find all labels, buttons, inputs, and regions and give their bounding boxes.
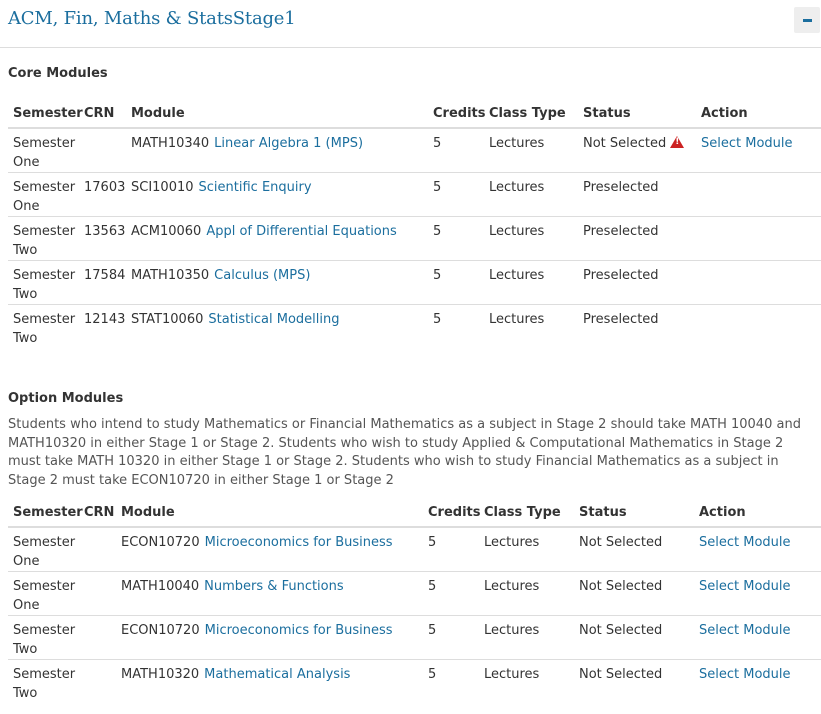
select-module-link[interactable]: Select Module <box>701 136 793 151</box>
crn-cell: 17584 <box>79 261 126 305</box>
module-code: MATH10040 <box>121 579 200 594</box>
core-table-header <box>8 99 821 128</box>
status-cell: Not Selected <box>579 667 663 682</box>
module-link[interactable]: Microeconomics for Business <box>204 623 393 638</box>
semester-cell: Semester One <box>8 572 79 616</box>
module-cell <box>126 128 428 173</box>
crn-cell: 13563 <box>79 217 126 261</box>
col-crn: CRN <box>79 99 126 128</box>
module-cell <box>126 305 428 349</box>
crn-cell <box>79 128 126 173</box>
module-code: SCI10010 <box>131 180 194 195</box>
status-cell: Not Selected <box>574 616 694 660</box>
module-code: MATH10340 <box>131 136 210 151</box>
table-row <box>8 173 821 217</box>
option-modules-heading: Option Modules <box>8 391 124 406</box>
col-credits: Credits <box>423 498 479 527</box>
col-class-type: Class Type <box>484 99 578 128</box>
semester-cell: Semester Two <box>13 312 76 346</box>
credits-cell: 5 <box>428 667 437 682</box>
warning-triangle-icon <box>670 136 684 148</box>
status-cell <box>578 261 696 305</box>
credits-cell: 5 <box>428 217 484 261</box>
class-type-cell: Lectures <box>484 128 578 173</box>
module-code: ACM10060 <box>131 224 202 239</box>
action-cell <box>696 261 821 305</box>
core-modules-heading: Core Modules <box>8 66 108 81</box>
col-module: Module <box>116 498 423 527</box>
module-link[interactable]: Appl of Differential Equations <box>206 224 397 239</box>
module-code: MATH10350 <box>131 268 210 283</box>
semester-cell: Semester One <box>8 527 79 572</box>
action-cell <box>696 305 821 349</box>
class-type-cell: Lectures <box>484 173 578 217</box>
status-cell <box>578 128 696 173</box>
crn-cell <box>79 660 116 704</box>
crn-cell: 12143 <box>84 312 126 327</box>
module-link[interactable]: Statistical Modelling <box>208 312 340 327</box>
col-status: Status <box>578 99 696 128</box>
class-type-cell: Lectures <box>479 572 574 616</box>
credits-cell: 5 <box>423 616 479 660</box>
table-row <box>8 261 821 305</box>
col-crn: CRN <box>79 498 116 527</box>
class-type-cell: Lectures <box>479 616 574 660</box>
option-table-header <box>8 498 821 527</box>
status-cell: Not Selected <box>574 527 694 572</box>
status-cell <box>578 217 696 261</box>
credits-cell: 5 <box>433 312 442 327</box>
module-cell <box>116 527 423 572</box>
status-cell <box>578 173 696 217</box>
minus-icon <box>803 19 812 22</box>
semester-cell: Semester Two <box>8 616 79 660</box>
module-cell <box>116 572 423 616</box>
status-text: Preselected <box>583 312 659 327</box>
col-status: Status <box>574 498 694 527</box>
programme-title: ACM, Fin, Maths & StatsStage1 <box>8 8 296 29</box>
table-row <box>8 572 821 616</box>
module-code: STAT10060 <box>131 312 204 327</box>
class-type-cell: Lectures <box>489 312 545 327</box>
col-credits: Credits <box>428 99 484 128</box>
module-code: ECON10720 <box>121 535 200 550</box>
action-cell <box>696 173 821 217</box>
col-class-type: Class Type <box>479 498 574 527</box>
module-link[interactable]: Microeconomics for Business <box>204 535 393 550</box>
programme-header <box>0 0 821 48</box>
table-row <box>8 217 821 261</box>
crn-cell <box>79 572 116 616</box>
action-cell <box>696 128 821 173</box>
status-text: Not Selected <box>583 136 667 151</box>
status-text: Preselected <box>583 268 659 283</box>
module-code: ECON10720 <box>121 623 200 638</box>
semester-cell: Semester Two <box>8 261 79 305</box>
action-cell <box>694 572 821 616</box>
col-module: Module <box>126 99 428 128</box>
status-text: Preselected <box>583 180 659 195</box>
module-link[interactable]: Scientific Enquiry <box>198 180 312 195</box>
module-cell <box>116 616 423 660</box>
option-modules-table <box>8 498 821 703</box>
collapse-button[interactable] <box>794 7 820 33</box>
module-code: MATH10320 <box>121 667 200 682</box>
credits-cell: 5 <box>428 128 484 173</box>
credits-cell: 5 <box>428 173 484 217</box>
select-module-link[interactable]: Select Module <box>699 535 791 550</box>
select-module-link[interactable]: Select Module <box>699 623 791 638</box>
module-cell <box>126 173 428 217</box>
col-action: Action <box>696 99 821 128</box>
action-cell <box>694 527 821 572</box>
crn-cell <box>79 616 116 660</box>
module-link[interactable]: Numbers & Functions <box>204 579 344 594</box>
class-type-cell: Lectures <box>484 217 578 261</box>
module-cell <box>126 217 428 261</box>
table-row <box>8 305 821 349</box>
table-row <box>8 616 821 660</box>
option-modules-description: Students who intend to study Mathematics or Financial Mathematics as a subject in Stage 2 should take MATH 10040 and MATH10320 in either Stage 1 or Stage 2. Students who wish to study Applied & Computational Mathematics in Stage 2 must take MATH 10320 in either Stage 1 or Stage 2. Students who wish to study Financial Mathematics as a subject in Stage 2 must take ECON10720 in either Stage 1 or Stage 2 <box>8 417 801 488</box>
table-row <box>8 128 821 173</box>
col-semester: Semester <box>8 99 79 128</box>
module-link[interactable]: Calculus (MPS) <box>214 268 311 283</box>
table-row <box>8 527 821 572</box>
action-cell <box>696 217 821 261</box>
module-link[interactable]: Linear Algebra 1 (MPS) <box>214 136 364 151</box>
col-action: Action <box>694 498 821 527</box>
select-module-link[interactable]: Select Module <box>699 579 791 594</box>
module-cell <box>126 261 428 305</box>
semester-cell: Semester Two <box>13 667 76 701</box>
semester-cell: Semester One <box>8 128 79 173</box>
credits-cell: 5 <box>428 261 484 305</box>
select-module-link[interactable]: Select Module <box>699 667 791 682</box>
status-cell <box>578 305 696 349</box>
action-cell <box>694 616 821 660</box>
crn-cell: 17603 <box>79 173 126 217</box>
status-text: Preselected <box>583 224 659 239</box>
status-cell: Not Selected <box>574 572 694 616</box>
credits-cell: 5 <box>423 572 479 616</box>
semester-cell: Semester One <box>8 173 79 217</box>
crn-cell <box>79 527 116 572</box>
module-cell <box>116 660 423 704</box>
class-type-cell: Lectures <box>484 261 578 305</box>
core-modules-table <box>8 99 821 348</box>
module-link[interactable]: Mathematical Analysis <box>204 667 351 682</box>
class-type-cell: Lectures <box>479 527 574 572</box>
credits-cell: 5 <box>423 527 479 572</box>
class-type-cell: Lectures <box>484 667 540 682</box>
semester-cell: Semester Two <box>8 217 79 261</box>
col-semester: Semester <box>8 498 79 527</box>
table-row <box>8 660 821 704</box>
action-cell <box>694 660 821 704</box>
